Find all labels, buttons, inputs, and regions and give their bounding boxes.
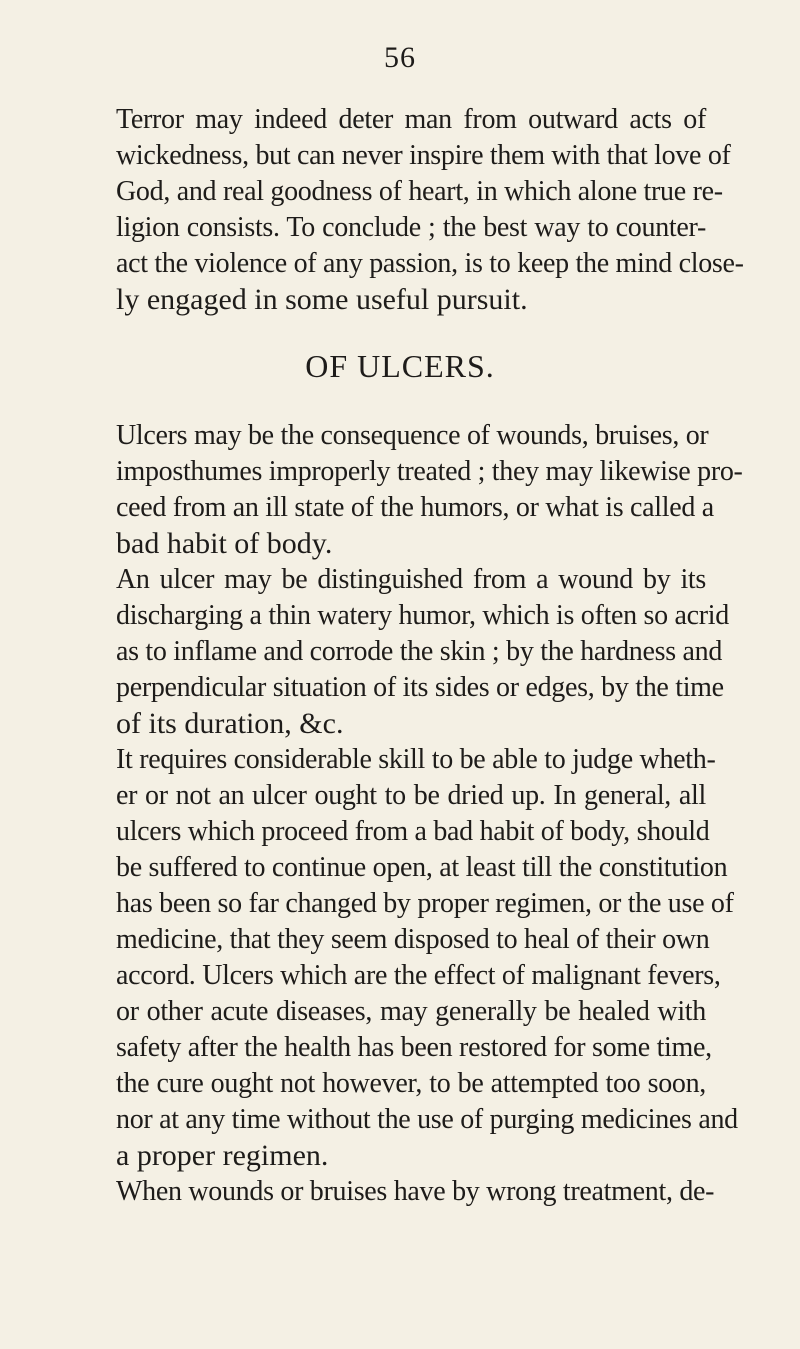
text-line: ly engaged in some useful pursuit. — [116, 283, 528, 316]
text-line: has been so far changed by proper regimen, or the use of — [116, 888, 734, 919]
text-line: perpendicular situation of its sides or edges, by the time — [116, 672, 724, 703]
text-line: or other acute diseases, may generally be healed with — [116, 996, 706, 1027]
text-line: medicine, that they seem disposed to heal of their own — [116, 924, 710, 955]
text-line: ligion consists. To conclude ; the best way to counter- — [116, 212, 706, 243]
text-line: Ulcers may be the consequence of wounds, bruises, or — [116, 420, 709, 451]
text-line: ceed from an ill state of the humors, or what is called a — [116, 492, 714, 523]
text-line: as to inflame and corrode the skin ; by the hardness and — [116, 636, 723, 667]
text-line: wickedness, but can never inspire them with that love of — [116, 140, 731, 171]
text-line: discharging a thin watery humor, which is often so acrid — [116, 600, 729, 631]
text-line: act the violence of any passion, is to keep the mind close- — [116, 248, 744, 279]
text-line: God, and real goodness of heart, in which alone true re- — [116, 176, 723, 207]
text-line: of its duration, &c. — [116, 707, 344, 740]
text-line: It requires considerable skill to be able to judge wheth- — [116, 744, 716, 775]
text-line: accord. Ulcers which are the effect of malignant fevers, — [116, 960, 721, 991]
text-line: be suffered to continue open, at least till the constitution — [116, 852, 728, 883]
text-line: nor at any time without the use of purging medicines and — [116, 1104, 738, 1135]
text-line: a proper regimen. — [116, 1139, 329, 1172]
text-line: When wounds or bruises have by wrong treatment, de- — [116, 1176, 715, 1207]
text-line: imposthumes improperly treated ; they may likewise pro- — [116, 456, 743, 487]
section-heading: OF ULCERS. — [305, 348, 495, 384]
text-line: ulcers which proceed from a bad habit of body, should — [116, 816, 710, 847]
text-line: er or not an ulcer ought to be dried up. In general, all — [116, 780, 706, 811]
text-line: An ulcer may be distinguished from a wound by its — [116, 564, 706, 595]
page-number: 56 — [384, 41, 416, 74]
text-line: safety after the health has been restored for some time, — [116, 1032, 712, 1063]
text-line: the cure ought not however, to be attempted too soon, — [116, 1068, 706, 1099]
text-line: bad habit of body. — [116, 527, 333, 560]
text-line: Terror may indeed deter man from outward acts of — [116, 104, 706, 135]
